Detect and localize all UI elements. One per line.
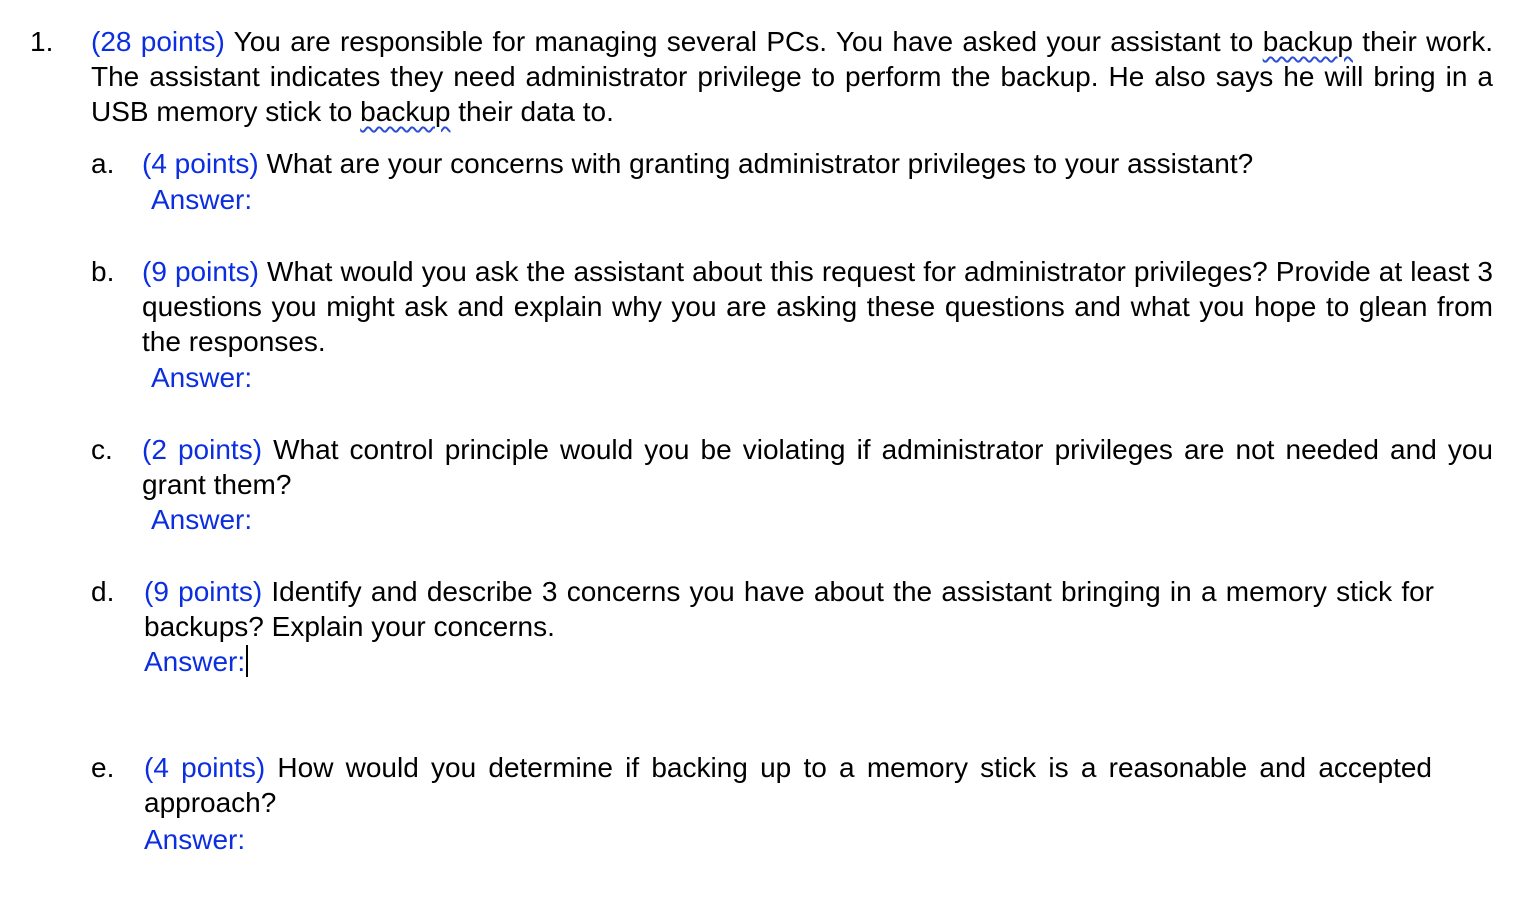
question-1-text[interactable] bbox=[91, 24, 1493, 129]
spellcheck-word-backup-2[interactable]: backup bbox=[360, 96, 451, 127]
part-e-letter: e. bbox=[91, 752, 115, 783]
part-a-text: What are your concerns with granting administrator privileges to your assistant? bbox=[258, 148, 1254, 179]
part-a-question[interactable] bbox=[142, 146, 1493, 181]
question-1-points: (28 points) bbox=[91, 26, 225, 57]
part-b-answer-label[interactable]: Answer: bbox=[151, 362, 253, 393]
part-e-points: (4 points) bbox=[144, 752, 266, 783]
question-1-text-part2: their work. The assistant indicates they need administrator privilege to perform the backup. He also says he will bring in a USB memory stick to bbox=[91, 26, 1493, 127]
spellcheck-word-backup-1[interactable]: backup bbox=[1262, 26, 1353, 57]
part-a-letter: a. bbox=[91, 148, 115, 179]
part-b-points: (9 points) bbox=[142, 256, 259, 287]
question-1-text-part3: their data to. bbox=[450, 96, 614, 127]
part-e-question[interactable] bbox=[144, 750, 1432, 820]
part-b-text: What would you ask the assistant about this request for administrator privileges? Provide at least 3 questions you might ask and explain why you are asking these questions and what you hope to glean from the responses. bbox=[142, 256, 1493, 357]
part-d-question[interactable] bbox=[144, 574, 1434, 644]
part-e-answer-label[interactable]: Answer: bbox=[144, 824, 246, 855]
question-number: 1. bbox=[30, 26, 54, 57]
text-cursor bbox=[246, 645, 248, 677]
part-b-letter: b. bbox=[91, 256, 115, 287]
part-d-answer-field[interactable] bbox=[144, 644, 248, 679]
part-c-answer-label[interactable]: Answer: bbox=[151, 504, 253, 535]
part-b-question[interactable] bbox=[142, 254, 1493, 359]
part-d-answer-label: Answer: bbox=[144, 646, 246, 677]
part-c-text: What control principle would you be violating if administrator privileges are not needed and you grant them? bbox=[142, 434, 1493, 500]
part-c-question[interactable] bbox=[142, 432, 1493, 502]
part-d-points: (9 points) bbox=[144, 576, 263, 607]
part-a-points: (4 points) bbox=[142, 148, 259, 179]
part-e-text: How would you determine if backing up to a memory stick is a reasonable and accepted approach? bbox=[144, 752, 1432, 818]
part-d-text: Identify and describe 3 concerns you have about the assistant bringing in a memory stick for backups? Explain your concerns. bbox=[144, 576, 1434, 642]
question-1-text-part1: You are responsible for managing several PCs. You have asked your assistant to bbox=[224, 26, 1263, 57]
part-d-letter: d. bbox=[91, 576, 115, 607]
part-c-letter: c. bbox=[91, 434, 113, 465]
part-c-points: (2 points) bbox=[142, 434, 263, 465]
part-a-answer-label[interactable]: Answer: bbox=[151, 184, 253, 215]
